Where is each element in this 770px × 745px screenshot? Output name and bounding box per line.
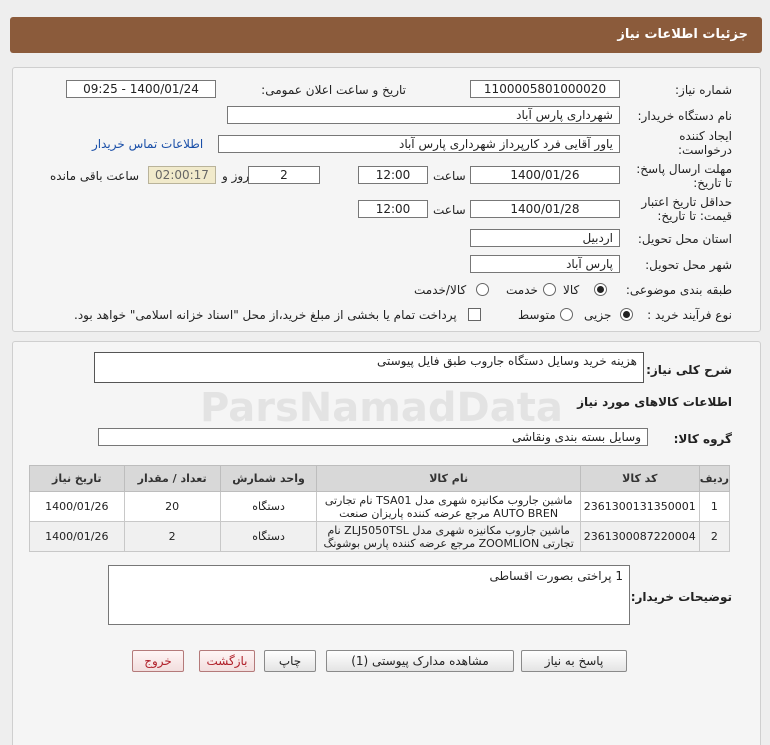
view-docs-button[interactable]: مشاهده مدارک پیوستی (1) — [326, 650, 514, 672]
cell-code: 2361300087220004 — [580, 522, 699, 552]
category-radio-goods[interactable] — [594, 283, 607, 296]
buyer-notes-label: توضیحات خریدار: — [630, 590, 732, 604]
process-radio-medium[interactable] — [560, 308, 573, 321]
need-number-field: 1100005801000020 — [470, 80, 620, 98]
goods-group-label: گروه کالا: — [673, 432, 732, 446]
category-goods-service-label: کالا/خدمت — [414, 283, 467, 297]
validity-label — [622, 195, 732, 223]
payment-note: پرداخت تمام یا بخشی از مبلغ خرید،از محل "اسناد خزانه اسلامی" خواهد بود. — [74, 308, 457, 322]
col-name: نام کالا — [317, 466, 580, 492]
need-number-label: شماره نیاز: — [675, 83, 732, 97]
validity-date-field: 1400/01/28 — [470, 200, 620, 218]
page-header — [10, 17, 762, 53]
cell-index: 1 — [699, 492, 729, 522]
city-field: پارس آباد — [470, 255, 620, 273]
validity-label-text: حداقل تاریخ اعتبار قیمت: تا تاریخ: — [641, 195, 732, 223]
category-goods-label: کالا — [563, 283, 580, 297]
announce-label: تاریخ و ساعت اعلان عمومی: — [261, 83, 406, 97]
col-unit: واحد شمارش — [220, 466, 317, 492]
buyer-org-field: شهرداری پارس آباد — [227, 106, 620, 124]
category-label: طبقه بندی موضوعی: — [625, 283, 732, 297]
category-radio-goods-service[interactable] — [476, 283, 489, 296]
table-row — [30, 492, 730, 522]
cell-index: 2 — [699, 522, 729, 552]
goods-section-title: اطلاعات کالاهای مورد نیاز — [577, 395, 732, 409]
col-qty: تعداد / مقدار — [124, 466, 220, 492]
goods-group-field: وسایل بسته بندی ونقاشی — [98, 428, 648, 446]
validity-time-field: 12:00 — [358, 200, 428, 218]
validity-time-label: ساعت — [433, 203, 466, 217]
cell-date: 1400/01/26 — [30, 522, 125, 552]
exit-button[interactable]: خروج — [132, 650, 184, 672]
cell-qty: 20 — [124, 492, 220, 522]
cell-qty: 2 — [124, 522, 220, 552]
creator-label-text: ایجاد کننده درخواست: — [678, 129, 732, 157]
days-field: 2 — [248, 166, 320, 184]
category-service-label: خدمت — [506, 283, 538, 297]
process-label: نوع فرآیند خرید : — [647, 308, 732, 322]
category-radio-service[interactable] — [543, 283, 556, 296]
deadline-label — [632, 162, 732, 190]
announce-field: 1400/01/24 - 09:25 — [66, 80, 216, 98]
process-minor-label: جزیی — [584, 308, 612, 322]
deadline-time-label: ساعت — [433, 169, 466, 183]
summary-label: شرح کلی نیاز: — [646, 363, 732, 377]
deadline-label-text: مهلت ارسال پاسخ: تا تاریخ: — [636, 162, 732, 190]
buyer-org-label: نام دستگاه خریدار: — [637, 109, 732, 123]
remaining-timer: 02:00:17 — [148, 166, 216, 184]
table-row — [30, 522, 730, 552]
province-field: اردبیل — [470, 229, 620, 247]
process-radio-minor[interactable] — [620, 308, 633, 321]
print-button[interactable]: چاپ — [264, 650, 316, 672]
back-button[interactable]: بازگشت — [199, 650, 255, 672]
creator-label — [632, 129, 732, 157]
contact-buyer-link[interactable]: اطلاعات تماس خریدار — [92, 137, 204, 151]
deadline-time-field: 12:00 — [358, 166, 428, 184]
cell-name: ماشین جاروب مکانیزه شهری مدل ZLJ5050TSL نام تجارتی ZOOMLION مرجع عرضه کننده پارس بوشونگ — [317, 522, 580, 552]
goods-table-header — [30, 466, 730, 492]
col-index: ردیف — [699, 466, 729, 492]
summary-field: هزینه خرید وسایل دستگاه جاروب طبق فایل پیوستی — [94, 352, 644, 383]
cell-unit: دستگاه — [220, 522, 317, 552]
cell-unit: دستگاه — [220, 492, 317, 522]
deadline-date-field: 1400/01/26 — [470, 166, 620, 184]
cell-date: 1400/01/26 — [30, 492, 125, 522]
process-medium-label: متوسط — [518, 308, 556, 322]
goods-table — [29, 465, 730, 552]
creator-field: یاور آقایی فرد کارپرداز شهرداری پارس آباد — [218, 135, 620, 153]
days-label: روز و — [222, 169, 249, 183]
col-date: تاریخ نیاز — [30, 466, 125, 492]
province-label: استان محل تحویل: — [637, 232, 732, 246]
city-label: شهر محل تحویل: — [645, 258, 732, 272]
remaining-label: ساعت باقی مانده — [50, 169, 140, 183]
reply-button[interactable]: پاسخ به نیاز — [521, 650, 627, 672]
buyer-notes-field: 1 پراختی بصورت اقساطی — [108, 565, 630, 625]
treasury-checkbox[interactable] — [468, 308, 481, 321]
page-title: جزئیات اطلاعات نیاز — [617, 27, 748, 42]
cell-name: ماشین جاروب مکانیزه شهری مدل TSA01 نام تجارتی AUTO BREN مرجع عرضه کننده پاریزان صنعت — [317, 492, 580, 522]
cell-code: 2361300131350001 — [580, 492, 699, 522]
col-code: کد کالا — [580, 466, 699, 492]
